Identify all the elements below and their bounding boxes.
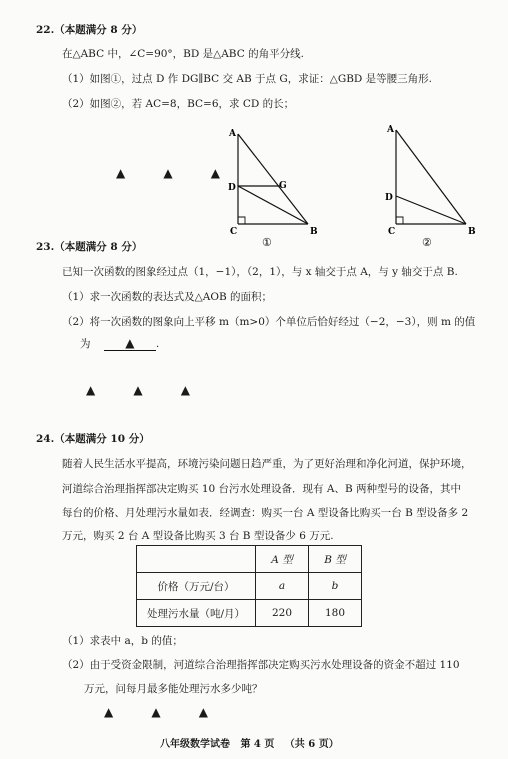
q22-answer-marks: ▲ ▲ ▲: [116, 166, 220, 180]
q23-part2-prefix: 为: [80, 338, 91, 350]
q22-intro: 在△ABC 中，∠C=90°，BD 是△ABC 的角平分线.: [62, 48, 304, 60]
q22-header: 22.（本题满分 8 分）: [36, 24, 143, 36]
fig1-label-b: B: [310, 227, 318, 237]
fig1-label-g: G: [279, 181, 287, 191]
table-cell-capacity-b: 180: [309, 600, 362, 627]
fig1-right-angle-mark: [238, 217, 245, 224]
q23-part2-suffix: .: [155, 338, 160, 350]
fig1-caption: ①: [262, 236, 272, 249]
q23-blank-mark: ▲: [125, 336, 135, 350]
fig1-label-c: C: [230, 227, 238, 237]
fig1-side-ab: [238, 134, 308, 224]
fig2-caption: ②: [422, 236, 432, 249]
q24-para-line-1: 随着人民生活水平提高，环境污染问题日趋严重，为了更好治理和净化河道，保护环境，: [62, 458, 472, 470]
table-header-type-b: B 型: [309, 546, 362, 573]
table-row: [137, 600, 362, 627]
q24-answer-marks: ▲ ▲ ▲: [104, 705, 208, 719]
q24-header: 24.（本题满分 10 分）: [36, 433, 150, 445]
q24-part2-line-2: 万元，问每月最多能处理污水多少吨？: [84, 683, 263, 695]
q24-para-line-3: 每台的价格、月处理污水量如表．经调查：购买一台 A 型设备比购买一台 B 型设备多 2: [62, 507, 469, 519]
q23-part2: （2）将一次函数的图象向上平移 m（m>0）个单位后恰好经过（−2，−3），则 m 的值: [62, 316, 476, 328]
q24-part2-line-1: （2）由于受资金限制，河道综合治理指挥部决定购买污水处理设备的资金不超过 110: [62, 659, 460, 671]
fig2-label-b: B: [468, 227, 476, 237]
fig1-label-d: D: [228, 183, 236, 193]
q22-figure-1: [224, 124, 324, 252]
q22-part1: （1）如图①，过点 D 作 DG∥BC 交 AB 于点 G，求证：△GBD 是等腰三角形.: [62, 73, 433, 85]
fig2-label-a: A: [387, 125, 394, 135]
q24-para-line-2: 河道综合治理指挥部决定购买 10 台污水处理设备．现有 A、B 两种型号的设备，其中: [62, 483, 462, 495]
q23-part1: （1）求一次函数的表达式及△AOB 的面积；: [62, 291, 272, 303]
table-cell-capacity-a: 220: [256, 600, 309, 627]
q23-header: 23.（本题满分 8 分）: [36, 241, 143, 253]
table-cell-price-a: a: [256, 573, 309, 600]
table-cell-price-label: 价格（万元/台）: [137, 573, 256, 600]
fig1-segment-bd: [238, 186, 308, 224]
fig2-label-c: C: [388, 227, 396, 237]
fig2-right-angle-mark: [396, 217, 403, 224]
table-row: [137, 573, 362, 600]
q23-intro: 已知一次函数的图象经过点（1，−1），（2，1），与 x 轴交于点 A，与 y 轴交于点 B.: [62, 266, 458, 278]
table-cell-price-b: b: [309, 573, 362, 600]
q24-part1: （1）求表中 a，b 的值；: [62, 635, 183, 647]
fig2-label-d: D: [385, 193, 393, 203]
q22-part2: （2）如图②，若 AC=8，BC=6，求 CD 的长；: [62, 98, 295, 110]
q22-figure-2: [382, 120, 492, 252]
fig1-label-a: A: [229, 129, 236, 139]
table-cell-capacity-label: 处理污水量（吨/月）: [137, 600, 256, 627]
table-header-row: [137, 546, 362, 573]
q23-answer-blank: [104, 336, 156, 351]
q24-data-table: [136, 545, 362, 627]
table-header-type-a: A 型: [256, 546, 309, 573]
q24-para-line-4: 万元，购买 2 台 A 型设备比购买 3 台 B 型设备少 6 万元.: [62, 530, 334, 542]
q23-answer-marks: ▲ ▲ ▲: [86, 383, 190, 397]
table-header-blank: [137, 546, 256, 573]
page-footer: 八年级数学试卷 第 4 页 （共 6 页）: [160, 739, 339, 750]
q23-part2-line2: [80, 336, 159, 351]
